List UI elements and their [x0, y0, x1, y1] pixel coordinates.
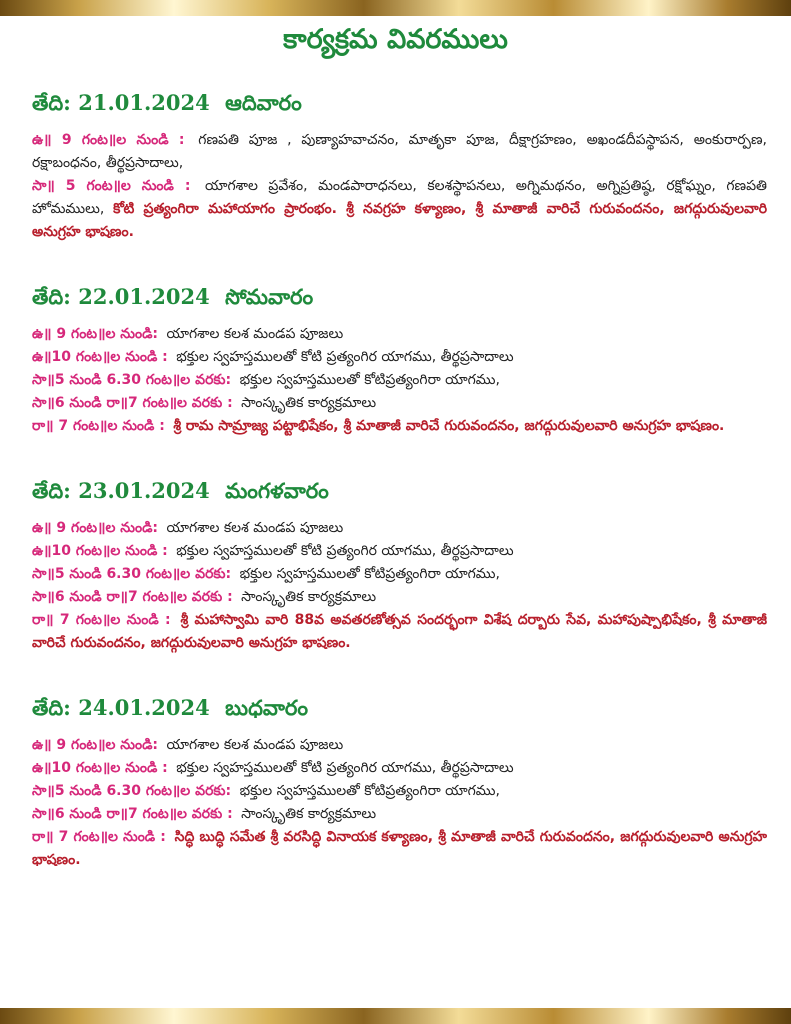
row-time: ఉ॥ 9 గంట॥ల నుండి: — [32, 326, 159, 342]
day-heading — [32, 284, 767, 315]
row-description: సాంస్కృతిక కార్యక్రమాలు — [241, 395, 377, 411]
schedule-row — [32, 129, 767, 175]
row-description: గణపతి పూజ , పుణ్యాహవాచనం, మాతృకా పూజ, దీక్షాగ్రహణం, అఖండదీపస్థాపన, అంకురార్పణ, రక్షాబంధనం, తీర్థప్రసాదాలు, — [32, 132, 767, 171]
day-date: తేది: 21.01.2024 — [32, 90, 210, 115]
row-time: ఉ॥10 గంట॥ల నుండి : — [32, 760, 168, 776]
schedule-row — [32, 734, 767, 757]
day-heading — [32, 90, 767, 121]
day-weekday: బుధవారం — [225, 695, 309, 720]
day-heading — [32, 478, 767, 509]
row-description: భక్తుల స్వహస్తములతో కోటి ప్రత్యంగిర యాగము, తీర్థప్రసాదాలు — [176, 760, 514, 776]
row-description: యాగశాల కలశ మండప పూజలు — [166, 520, 344, 536]
schedule-row — [32, 540, 767, 563]
schedule-row — [32, 392, 767, 415]
day-weekday: ఆదివారం — [225, 90, 302, 115]
day-heading — [32, 695, 767, 726]
day-date: తేది: 22.01.2024 — [32, 284, 210, 309]
day-section — [32, 478, 767, 655]
schedule-row — [32, 586, 767, 609]
row-time: సా॥5 నుండి 6.30 గంట॥ల వరకు: — [32, 783, 232, 799]
schedule — [32, 90, 767, 912]
row-description: భక్తుల స్వహస్తములతో కోటి ప్రత్యంగిర యాగము, తీర్థప్రసాదాలు — [176, 349, 514, 365]
row-time: సా॥5 నుండి 6.30 గంట॥ల వరకు: — [32, 566, 232, 582]
row-description: భక్తుల స్వహస్తములతో కోటిప్రత్యంగిరా యాగము, — [239, 372, 500, 388]
row-time: సా॥6 నుండి రా॥7 గంట॥ల వరకు : — [32, 395, 233, 411]
row-time: ఉ॥10 గంట॥ల నుండి : — [32, 543, 168, 559]
row-highlight: శ్రీ మహాస్వామి వారి 88వ అవతరణోత్సవ సందర్భంగా విశేష దర్బారు సేవ, మహాపుష్పాభిషేకం, శ్రీ మాతాజీ వారిచే గురువందనం, జగద్గురువులవారి అనుగ్రహ భాషణం. — [32, 612, 767, 651]
row-time: ఉ॥ 9 గంట॥ల నుండి: — [32, 737, 159, 753]
schedule-row — [32, 517, 767, 540]
row-description: యాగశాల కలశ మండప పూజలు — [166, 326, 344, 342]
schedule-row — [32, 563, 767, 586]
day-section — [32, 284, 767, 438]
row-description: యాగశాల కలశ మండప పూజలు — [166, 737, 344, 753]
day-section — [32, 90, 767, 244]
day-section — [32, 695, 767, 872]
row-time: సా॥6 నుండి రా॥7 గంట॥ల వరకు : — [32, 589, 233, 605]
schedule-row — [32, 780, 767, 803]
row-time: ఉ॥ 9 గంట॥ల నుండి : — [32, 132, 185, 148]
row-description: యాగశాల ప్రవేశం, మండపారాధనలు, కలశస్థాపనలు, అగ్నిమథనం, అగ్నిప్రతిష్ఠ, రక్షోఘ్నం, గణపతి హోమములు, — [32, 178, 767, 217]
row-description: సాంస్కృతిక కార్యక్రమాలు — [241, 806, 377, 822]
row-time: ఉ॥ 9 గంట॥ల నుండి: — [32, 520, 159, 536]
row-highlight: శ్రీ రామ సామ్రాజ్య పట్టాభిషేకం, శ్రీ మాతాజీ వారిచే గురువందనం, జగద్గురువులవారి అనుగ్రహ భాషణం. — [173, 418, 725, 434]
row-time: రా॥ 7 గంట॥ల నుండి : — [32, 418, 165, 434]
row-time: సా॥6 నుండి రా॥7 గంట॥ల వరకు : — [32, 806, 233, 822]
schedule-row — [32, 323, 767, 346]
schedule-row — [32, 415, 767, 438]
day-date: తేది: 24.01.2024 — [32, 695, 210, 720]
row-time: రా॥ 7 గంట॥ల నుండి : — [32, 829, 166, 845]
schedule-row — [32, 609, 767, 655]
schedule-row — [32, 826, 767, 872]
row-time: సా॥5 నుండి 6.30 గంట॥ల వరకు: — [32, 372, 232, 388]
day-weekday: సోమవారం — [225, 284, 314, 309]
row-description: భక్తుల స్వహస్తములతో కోటిప్రత్యంగిరా యాగము, — [239, 783, 500, 799]
schedule-row — [32, 803, 767, 826]
row-highlight: కోటి ప్రత్యంగిరా మహాయాగం ప్రారంభం. శ్రీ నవగ్రహ కళ్యాణం, శ్రీ మాతాజీ వారిచే గురువందనం, జగద్గురువులవారి అనుగ్రహ భాషణం. — [32, 201, 768, 240]
row-description: భక్తుల స్వహస్తములతో కోటిప్రత్యంగిరా యాగము, — [239, 566, 500, 582]
row-time: రా॥ 7 గంట॥ల నుండి : — [32, 612, 171, 628]
row-highlight: సిద్ధి బుద్ధి సమేత శ్రీ వరసిద్ధి వినాయక కళ్యాణం, శ్రీ మాతాజీ వారిచే గురువందనం, జగద్గురువులవారి అనుగ్రహ భాషణం. — [32, 829, 767, 868]
top-gold-border — [0, 0, 791, 16]
day-weekday: మంగళవారం — [225, 478, 329, 503]
row-description: భక్తుల స్వహస్తములతో కోటి ప్రత్యంగిర యాగము, తీర్థప్రసాదాలు — [176, 543, 514, 559]
schedule-row — [32, 175, 767, 244]
schedule-row — [32, 346, 767, 369]
bottom-gold-border — [0, 1008, 791, 1024]
row-time: ఉ॥10 గంట॥ల నుండి : — [32, 349, 168, 365]
row-time: సా॥ 5 గంట॥ల నుండి : — [32, 178, 191, 194]
schedule-row — [32, 369, 767, 392]
schedule-row — [32, 757, 767, 780]
page-title: కార్యక్రమ వివరములు — [283, 24, 508, 55]
row-description: సాంస్కృతిక కార్యక్రమాలు — [241, 589, 377, 605]
day-date: తేది: 23.01.2024 — [32, 478, 210, 503]
